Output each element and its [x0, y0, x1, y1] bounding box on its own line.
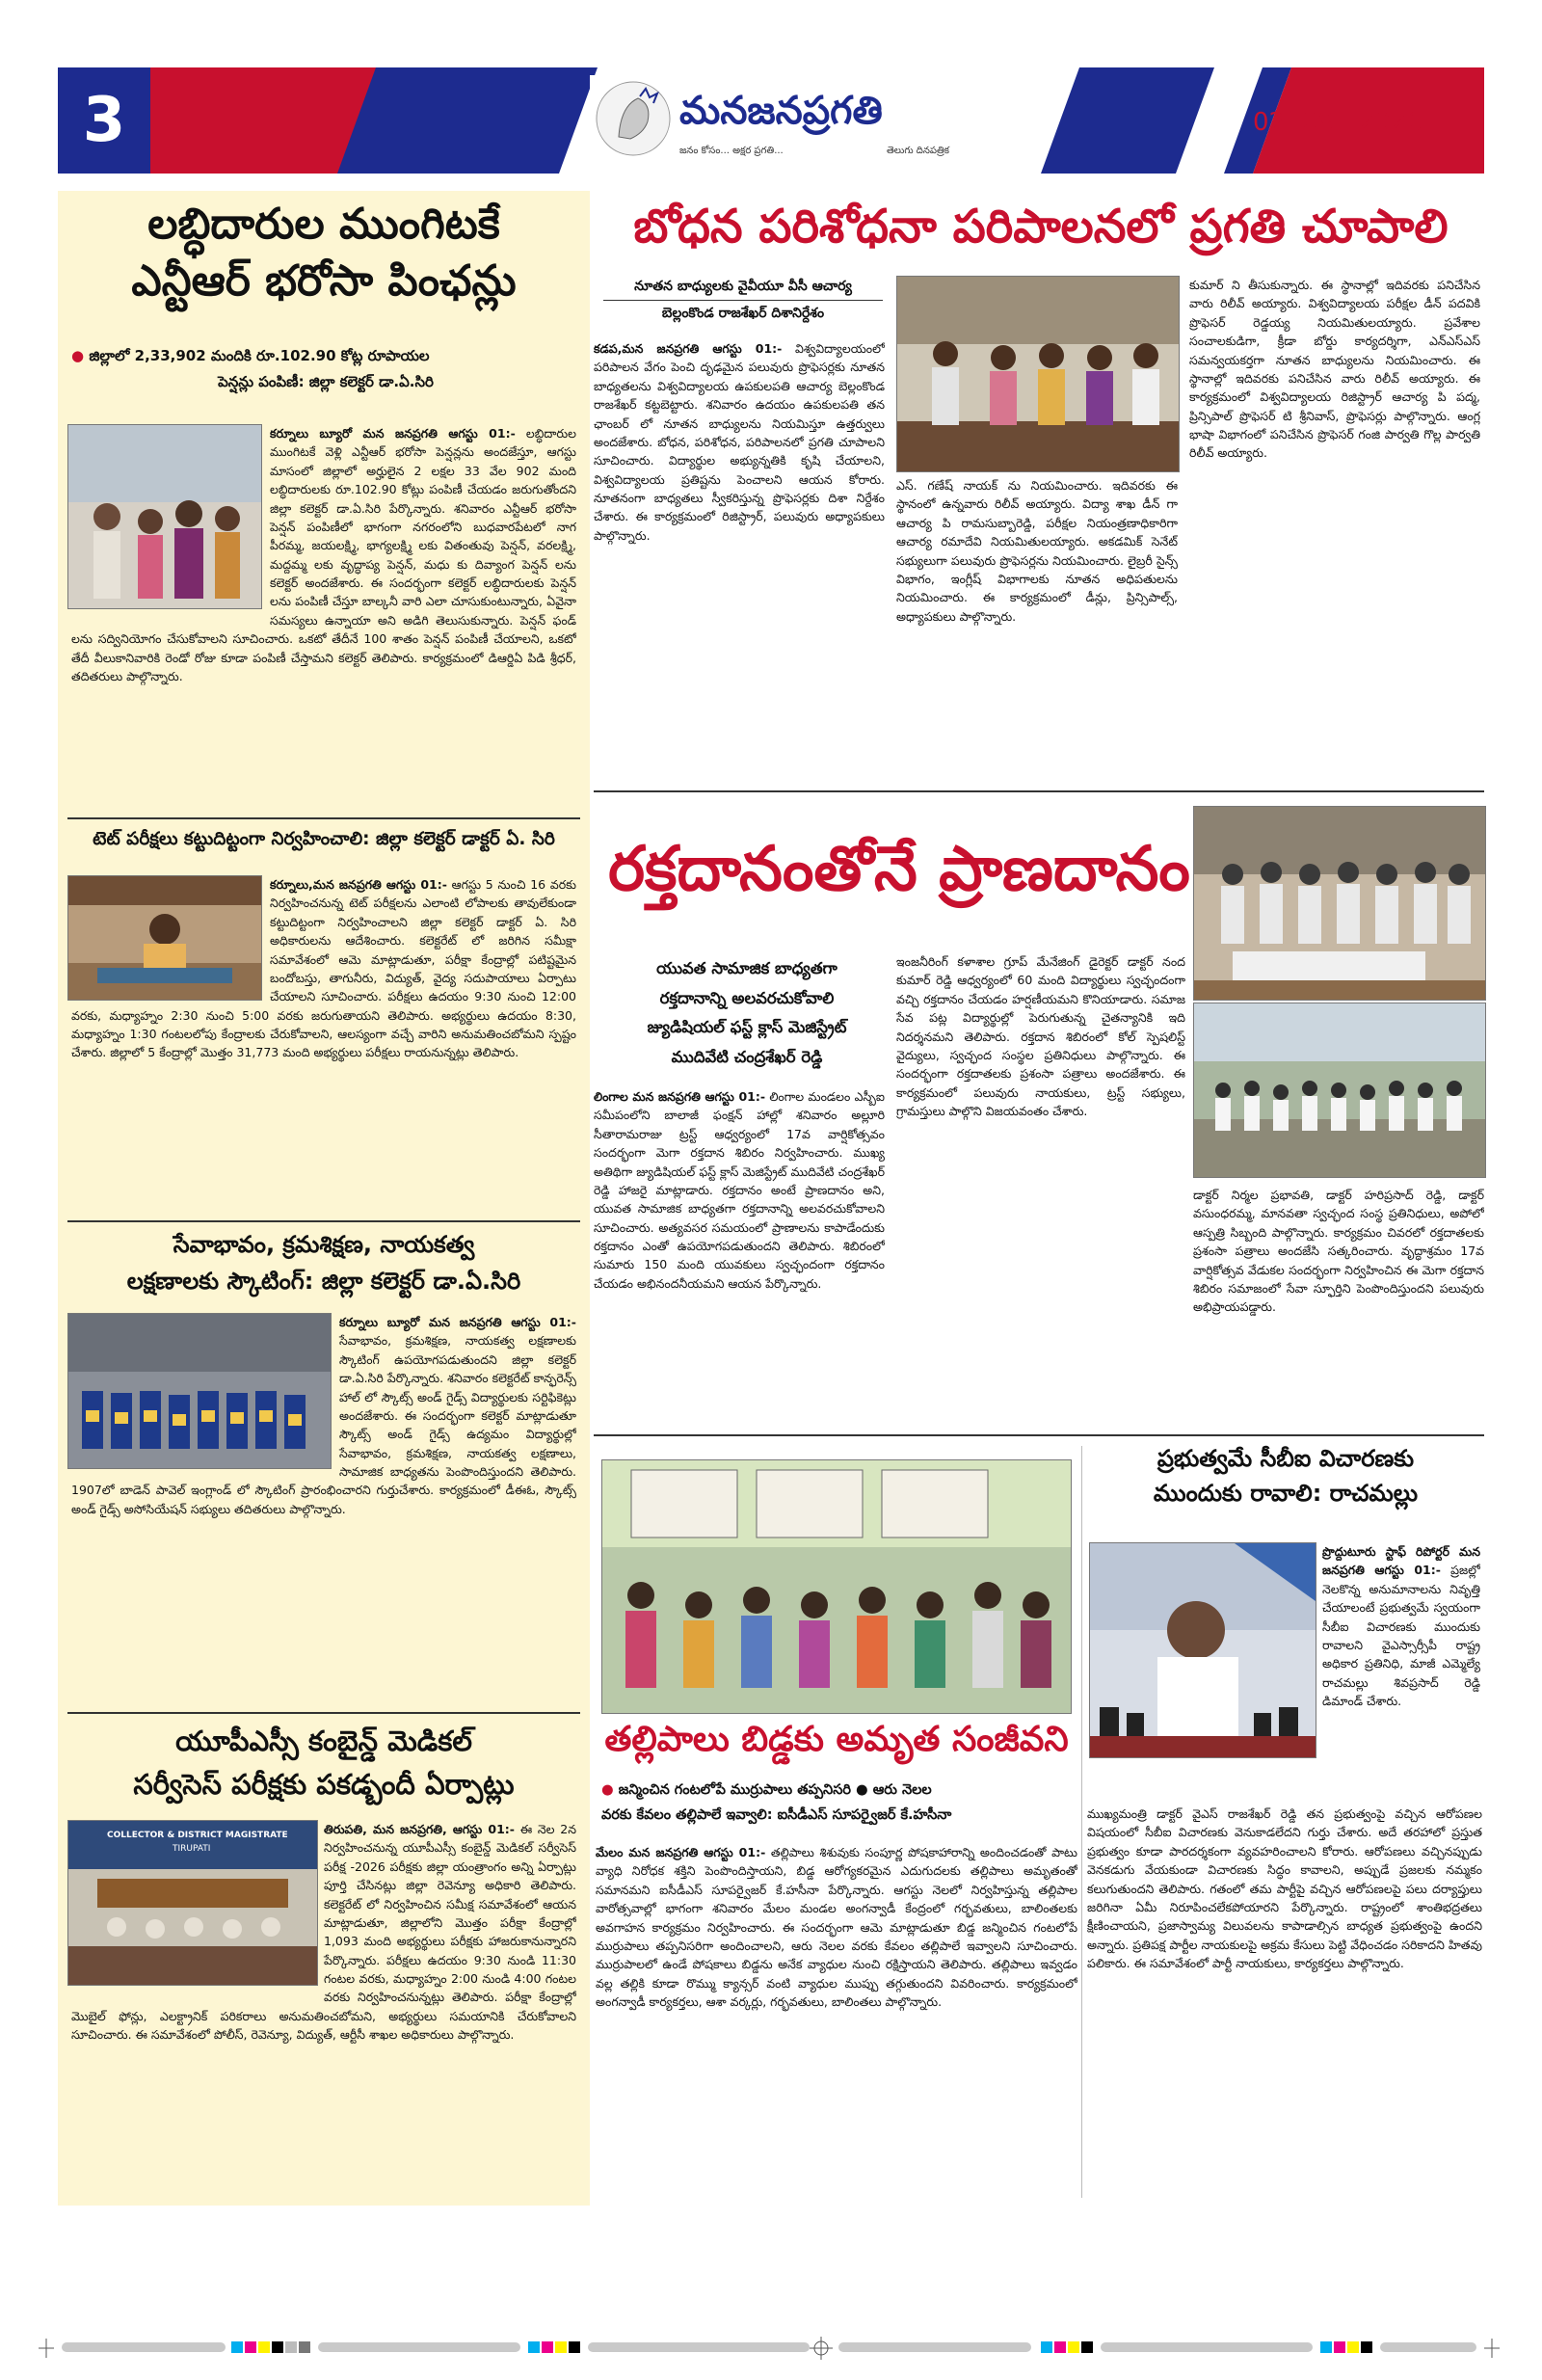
right-article4-dateline: ప్రొద్దుటూరు స్టాఫ్ రిపోర్టర్ మన జనప్రగతి ఆగస్టు 01:-	[1322, 1544, 1480, 1578]
page-number: 3	[58, 67, 150, 174]
press-meet-photo-icon	[1090, 1543, 1316, 1757]
article3-title-line2: లక్షణాలకు స్కౌటింగ్: జిల్లా కలెక్టర్ డా.ఏ.సిరి	[126, 1267, 521, 1295]
article4-title	[67, 1725, 580, 1802]
issue-date: 02- 08 - 2026	[1253, 108, 1422, 137]
right-article4-title-line1: ప్రభుత్వమే సీబీఐ విచారణకు	[1156, 1445, 1415, 1472]
right-article3-body	[596, 1843, 1077, 2198]
right-article2-sub-line1: యువత సామాజిక బాధ్యతగా	[656, 959, 837, 977]
divider	[594, 790, 1484, 792]
blood-donation-photo-icon	[1194, 807, 1485, 1000]
article4-title-line1: యూపీఎస్సీ కంబైన్డ్ మెడికల్	[175, 1725, 472, 1757]
right-article3-dateline: మేలం మన జనప్రగతి ఆగస్టు 01:-	[596, 1845, 766, 1859]
anganwadi-photo-icon	[602, 1460, 1071, 1713]
right-article2-sub-line4: ముదివేటి చంద్రశేఖర్ రెడ్డి	[671, 1047, 823, 1066]
article2-text: ఆగస్టు 5 నుంచి 16 వరకు నిర్వహించనున్న టెట్ పరీక్షలను ఎలాంటి లోపాలకు తావులేకుండా కట్టుదిట్టంగా నిర్వహించాలని జిల్లా కలెక్టర్ డాక్టర్ ఏ. సిరి అధికారులను ఆదేశించారు. కలెక్టరేట్ లో జరిగిన సమీక్షా సమావేశంలో ఆమె మాట్లాడుతూ, పరీక్షా కేంద్రాల్లో పటిష్టమైన బందోబస్తు, తాగునీరు, విద్యుత్, వైద్య సదుపాయాలు ఏర్పాటు చేయాలని సూచించారు. పరీక్షలు ఉదయం 9:30 నుంచి 12:00 వరకు, మధ్యాహ్నం 2:30 నుంచి 5:00 వరకు జరుగుతాయని తెలిపారు. అభ్యర్థులు ఉదయం 8:30, మధ్యాహ్నం 1:30 గంటలలోపు కేంద్రాలకు చేరుకోవాలని, ఆలస్యంగా వచ్చే వారిని అనుమతించబోమని స్పష్టం చేశారు. జిల్లాలో 5 కేంద్రాల్లో మొత్తం 31,773 మంది అభ్యర్థులు పరీక్షలు రాయనున్నట్లు తెలిపారు.	[71, 877, 576, 1060]
right-article1-col2	[896, 476, 1178, 783]
right-article2-sub-line2: రక్తదానాన్ని అలవరచుకోవాలి	[659, 988, 835, 1007]
divider	[67, 1712, 580, 1714]
article2-dateline: కర్నూలు,మన జనప్రగతి ఆగస్టు 01:-	[270, 877, 447, 892]
right-article2-col3	[1193, 1186, 1484, 1427]
right-article3-title: తల్లిపాలు బిడ్డకు అమృత సంజీవని	[604, 1720, 1069, 1759]
right-article1-title: బోధన పరిశోధనా పరిపాలనలో ప్రగతి చూపాలి	[633, 200, 1449, 254]
article4-body	[71, 1820, 576, 2198]
right-article4-col-top	[1322, 1542, 1480, 1801]
right-article4-text2: ముఖ్యమంత్రి డాక్టర్ వైఎస్ రాజశేఖర్ రెడ్డి తన ప్రభుత్వంపై వచ్చిన ఆరోపణల విషయంలో సీబీఐ విచారణకు వెనుకాడలేదని గుర్తు చేశారు. అదే తరహాలో ప్రస్తుత ప్రభుత్వం కూడా పారదర్శకంగా వ్యవహరించాలని కోరారు. ఆరోపణలు వచ్చినప్పుడు వెనకడుగు వేయకుండా విచారణకు సిద్ధం కావాలని, అప్పుడే ప్రజలకు నమ్మకం కలుగుతుందని తెలిపారు. గతంలో తమ పార్టీపై వచ్చిన ఆరోపణలపై పలు దర్యాప్తులు జరిగినా ఏమీ నిరూపించలేకపోయారని పేర్కొన్నారు. రాష్ట్రంలో శాంతిభద్రతలు క్షీణించాయని, ప్రజాస్వామ్య విలువలను కాపాడాల్సిన బాధ్యత ప్రభుత్వంపై ఉందని అన్నారు. ప్రతిపక్ష పార్టీల నాయకులపై అక్రమ కేసులు పెట్టి వేధించడం సరికాదని హితవు పలికారు. ఈ సమావేశంలో పార్టీ నాయకులు, కార్యకర్తలు పాల్గొన్నారు.	[1087, 1806, 1482, 1970]
divider	[67, 1220, 580, 1222]
right-article2-text2: ఇంజనీరింగ్ కళాశాల గ్రూప్ మేనేజింగ్ డైరెక్టర్ డాక్టర్ నంద కుమార్ రెడ్డి ఆధ్వర్యంలో 60 మంది విద్యార్థులు స్వచ్ఛందంగా వచ్చి రక్తదానం చేయడం హర్షణీయమని కొనియాడారు. సమాజ సేవ పట్ల విద్యార్థుల్లో పెరుగుతున్న చైతన్యానికి ఇది నిదర్శనమని తెలిపారు. రక్తదాన శిబిరంలో కోల్ స్పెషలిస్ట్ వైద్యులు, స్వచ్ఛంద సంస్థల ప్రతినిధులు పాల్గొన్నారు. ఈ సందర్భంగా రక్తదాతలకు ప్రశంసా పత్రాలు అందజేశారు. ఈ కార్యక్రమంలో పలువురు నాయకులు, ట్రస్ట్ సభ్యులు, గ్రామస్తులు పాల్గొని విజయవంతం చేశారు.	[896, 954, 1185, 1118]
right-article1-dateline: కడప,మన జనప్రగతి ఆగస్టు 01:-	[594, 341, 783, 356]
right-article1-text2: ఎస్. గణేష్ నాయక్ ను నియమించారు. ఇదివరకు ఈ స్థానంలో ఉన్నవారు రిలీవ్ అయ్యారు. విద్యా శాఖ డీన్ గా ఆచార్య పి రామసుబ్బారెడ్డి, పరీక్షల నియంత్రణాధికారిగా ఆచార్య రమాదేవి నియమితులయ్యారు. అకడమిక్ సెనేట్ సభ్యులుగా పలువురు ప్రొఫెసర్లను నియమించారు. లైబ్రరీ సైన్స్ విభాగం, ఇంగ్లీష్ విభాగాలకు నూతన అధిపతులను నియమించారు. ఈ కార్యక్రమంలో డీన్లు, ప్రిన్సిపాల్స్, అధ్యాపకులు పాల్గొన్నారు.	[896, 478, 1178, 624]
article1-dateline: కర్నూలు బ్యూరో మన జనప్రగతి ఆగస్టు 01:-	[270, 426, 516, 441]
right-article1-sub-line2: బెల్లంకొండ రాజశేఖర్ దిశానిర్దేశం	[603, 300, 883, 327]
right-article2-dateline: లింగాల మన జనప్రగతి ఆగస్టు 01:-	[594, 1089, 766, 1104]
right-article4-body	[1087, 1805, 1482, 2198]
right-article1-sub-line1: నూతన బాధ్యులకు వైవీయూ వీసీ ఆచార్య	[634, 279, 852, 294]
article3-body	[71, 1313, 576, 1706]
right-article2-photo1	[1193, 806, 1486, 1001]
registration-marks-icon	[39, 2337, 1503, 2360]
bullet-icon: ●	[71, 347, 85, 364]
right-article1-photo	[896, 276, 1180, 472]
right-article2-sub-line3: జ్యుడిషియల్ ఫస్ట్ క్లాస్ మెజిస్ట్రేట్	[647, 1018, 847, 1037]
article1-sub-line1: జిల్లాలో 2,33,902 మందికి రూ.102.90 కోట్ల రూపాయల	[89, 347, 430, 364]
right-article3-sub-line1: జన్మించిన గంటలోపే ముర్రుపాలు తప్పనిసరి ● ఆరు నెలల	[618, 1782, 932, 1798]
article1-title-line1: లబ్ధిదారుల ముంగిటకే	[147, 200, 500, 249]
right-article4-title	[1087, 1446, 1484, 1507]
article4-dateline: తిరుపతి, మన జనప్రగతి, ఆగస్టు 01:-	[324, 1822, 515, 1836]
right-article2-subtitle	[607, 954, 887, 1072]
article3-text: సేవాభావం, క్రమశిక్షణ, నాయకత్వ లక్షణాలకు స్కౌటింగ్ ఉపయోగపడుతుందని జిల్లా కలెక్టర్ డా.ఏ.సిరి పేర్కొన్నారు. శనివారం కలెక్టరేట్ కాన్ఫరెన్స్ హాల్ లో స్కౌట్స్ అండ్ గైడ్స్ విద్యార్థులకు సర్టిఫికెట్లు అందజేశారు. ఈ సందర్భంగా కలెక్టర్ మాట్లాడుతూ స్కౌట్స్ అండ్ గైడ్స్ ఉద్యమం విద్యార్థుల్లో సేవాభావం, క్రమశిక్షణ, నాయకత్వ లక్షణాలు, సామాజిక బాధ్యతను పెంపొందిస్తుందని తెలిపారు. 1907లో బాడెన్ పావెల్ ఇంగ్లాండ్ లో స్కౌటింగ్ ప్రారంభించారని గుర్తుచేశారు. కార్యక్రమంలో డీఈఓ, స్కౌట్స్ అండ్ గైడ్స్ అసోసియేషన్ సభ్యులు తదితరులు పాల్గొన్నారు.	[71, 1333, 576, 1516]
divider	[67, 817, 580, 819]
masthead-title: మనజనప్రగతి	[679, 89, 883, 133]
article1-body	[71, 424, 576, 810]
right-article1-col3	[1189, 276, 1480, 783]
article1-sub-line2: పెన్షన్లు పంపిణీ: జిల్లా కలెక్టర్ డా.ఏ.సిరి	[218, 373, 434, 390]
right-article2-photo2	[1193, 1003, 1486, 1178]
article3-title-line1: సేవాభావం, క్రమశిక్షణ, నాయకత్వ	[173, 1231, 475, 1258]
right-article2-col2	[896, 952, 1185, 1427]
article2-body	[71, 875, 576, 1215]
article1-text: లబ్ధిదారుల ముంగిటకే వెళ్లి ఎన్టీఆర్ భరోసా పెన్షన్లను అందజేస్తూ, ఆగస్టు మాసంలో జిల్లాలో అర్హులైన 2 లక్షల 33 వేల 902 మంది లబ్ధిదారులకు రూ.102.90 కోట్లు పంపిణీ చేయడం జరుగుతోందని జిల్లా కలెక్టర్ డా.ఏ.సిరి పేర్కొన్నారు. శనివారం ఎన్టీఆర్ భరోసా పెన్షన్ పంపిణీలో భాగంగా నగరంలోని బుధవారపేటలో నాగ పీరమ్మ, జయలక్ష్మి, భాగ్యలక్ష్మి లకు వితంతువు పెన్షన్, వరలక్ష్మి, మద్దమ్మ లకు వృద్ధాప్య పెన్షన్, మధు కు దివ్యాంగ పెన్షన్ లను కలెక్టర్ అందజేశారు. ఈ సందర్భంగా కలెక్టర్ లబ్ధిదారులకు పెన్షన్ లను పంపిణీ చేస్తూ బాల్కనీ వారి ఎలా చూసుకుంటున్నారు, ఏవైనా సమస్యలు ఉన్నాయా అని అడిగి తెలుసుకున్నారు. పెన్షన్ ఫండ్ లను సద్వినియోగం చేసుకోవాలని సూచించారు. ఒకటో తేదీనే 100 శాతం పెన్షన్ పంపిణీ చేయాలని, ఒకటో తేదీ వీలుకానివారికి రెండో రోజు కూడా పంపిణీ చేస్తామని కలెక్టర్ తెలిపారు. కార్యక్రమంలో డిఆర్డిఏ పిడి శ్రీధర్, తదితరులు పాల్గొన్నారు.	[71, 426, 576, 683]
article2-title: టెట్ పరీక్షలు కట్టుదిట్టంగా నిర్వహించాలి: జిల్లా కలెక్టర్ డాక్టర్ ఏ. సిరి	[93, 829, 555, 849]
article1-title	[67, 201, 580, 306]
bullet-icon: ●	[601, 1782, 614, 1798]
article4-title-line2: సర్వీసెస్ పరీక్షకు పకడ్బందీ ఏర్పాట్లు	[133, 1768, 515, 1802]
print-registration-bar	[39, 2337, 1503, 2360]
masthead-tagline: జనం కోసం... అక్షర ప్రగతి...	[679, 146, 784, 156]
right-article3-text: తల్లిపాలు శిశువుకు సంపూర్ణ పోషకాహారాన్ని అందించడంతో పాటు వ్యాధి నిరోధక శక్తిని పెంపొందిస్తాయని, బిడ్డ ఆరోగ్యకరమైన ఎదుగుదలకు తల్లిపాలు అమృతంతో సమానమని ఐసీడీఎస్ సూపర్వైజర్ కే.హసీనా పేర్కొన్నారు. ఆగస్టు నెలలో నిర్వహిస్తున్న తల్లిపాల వారోత్సవాల్లో భాగంగా శనివారం మేలం మండల అంగన్వాడీ కేంద్రంలో గర్భవతులు, బాలింతలకు అవగాహన కార్యక్రమం నిర్వహించారు. ఈ సందర్భంగా ఆమె మాట్లాడుతూ బిడ్డ జన్మించిన గంటలోపే ముర్రుపాలు తప్పనిసరిగా అందించాలని, ఆరు నెలల వరకు కేవలం తల్లిపాలే ఇవ్వాలని సూచించారు. ముర్రుపాలలో ఉండే పోషకాలు బిడ్డను అనేక వ్యాధుల నుంచి రక్షిస్తాయని తెలిపారు. తల్లిపాలు ఇవ్వడం వల్ల తల్లికి కూడా రొమ్ము క్యాన్సర్ వంటి వ్యాధుల ముప్పు తగ్గుతుందని వివరించారు. కార్యక్రమంలో అంగన్వాడీ కార్యకర్తలు, ఆశా వర్కర్లు, గర్భవతులు, బాలింతలు పాల్గొన్నారు.	[596, 1845, 1077, 2009]
right-article3-sub-line2: వరకు కేవలం తల్లిపాలే ఇవ్వాలి: ఐసీడీఎస్ సూపర్వైజర్ కే.హసీనా	[601, 1807, 952, 1824]
masthead-tagline-right: తెలుగు దినపత్రిక	[887, 146, 950, 156]
right-article1-subtitle	[603, 274, 883, 326]
divider	[1081, 1446, 1082, 2198]
article1-subtitle	[71, 343, 580, 395]
divider	[594, 1434, 1484, 1436]
right-article3-photo	[601, 1459, 1072, 1714]
right-article4-text1: ప్రజల్లో నెలకొన్న అనుమానాలను నివృత్తి చేయాలంటే ప్రభుత్వమే స్వయంగా సీబీఐ విచారణకు ముందుకు రావాలని వైఎస్సార్సీపీ రాష్ట్ర అధికార ప్రతినిధి, మాజీ ఎమ్మెల్యే రాచమల్లు శివప్రసాద్ రెడ్డి డిమాండ్ చేశారు.	[1322, 1563, 1480, 1708]
right-article4-photo	[1089, 1542, 1316, 1758]
vc-office-photo-icon	[897, 277, 1179, 471]
right-article1-text3: కుమార్ ని తీసుకున్నారు. ఈ స్థానాల్లో ఇదివరకు పనిచేసిన వారు రిలీవ్ అయ్యారు. విశ్వవిద్యాలయ పరీక్షల డీన్ పదవికి ప్రొఫెసర్ రెడ్డయ్య నియమితులయ్యారు. ప్రవేశాల సంచాలకుడిగా, క్రీడా బోర్డు కార్యదర్శిగా, ఎన్ఎస్ఎస్ సమన్వయకర్తగా నూతన బాధ్యులను నియమించారు. ఈ స్థానాల్లో ఇదివరకు పనిచేసిన వారు రిలీవ్ అయ్యారు. ఈ కార్యక్రమంలో విశ్వవిద్యాలయ రిజిస్ట్రార్ ఆచార్య పి పద్మ, ప్రిన్సిపాల్ ప్రొఫెసర్ టి శ్రీనివాస్, ప్రొఫెసర్లు పాల్గొన్నారు. ఆంగ్ల భాషా విభాగంలో పనిచేసిన ప్రొఫెసర్ గంజి పార్వతి గొల్ల పార్వతి రిలీవ్ అయ్యారు.	[1189, 278, 1480, 461]
article3-title	[67, 1232, 580, 1295]
article3-dateline: కర్నూలు బ్యూరో మన జనప్రగతి ఆగస్టు 01:-	[339, 1315, 576, 1329]
right-article1-text1: విశ్వవిద్యాలయంలో పరిపాలన వేగం పెంచి దృఢమైన పలువురు ప్రొఫెసర్లకు నూతన బాధ్యతలను విశ్వవిద్యాలయ ఉపకులపతి ఆచార్య బెల్లంకొండ రాజశేఖర్ కట్టబెట్టారు. శనివారం ఉదయం ఉపకులపతి తన ఛాంబర్ లో నూతన బాధ్యులను నియమిస్తూ ఉత్తర్వులు అందజేశారు. బోధన, పరిశోధన, పరిపాలనలో ప్రగతి చూపాలని సూచించారు. విద్యార్థుల అభ్యున్నతికి కృషి చేయాలని, విశ్వవిద్యాలయ ప్రతిష్టను పెంచాలని ఆయన కోరారు. నూతనంగా బాధ్యతలు స్వీకరిస్తున్న ప్రొఫెసర్లకు దిశా నిర్దేశం చేశారు. ఈ కార్యక్రమంలో రిజిస్ట్రార్, పలువురు అధ్యాపకులు పాల్గొన్నారు.	[594, 341, 885, 543]
right-article4-title-line2: ముందుకు రావాలి: రాచమల్లు	[1153, 1479, 1419, 1507]
article1-title-line2: ఎన్టీఆర్ భరోసా పింఛన్లు	[131, 255, 517, 306]
right-article2-text1: లింగాల మండలం ఎస్బీఐ సమీపంలోని బాలాజీ ఫంక్షన్ హాల్లో శనివారం అల్లూరి సీతారామరాజు ట్రస్ట్ ఆధ్వర్యంలో 17వ వార్షికోత్సవం సందర్భంగా మెగా రక్తదాన శిబిరం నిర్వహించారు. ముఖ్య అతిథిగా జ్యుడిషియల్ ఫస్ట్ క్లాస్ మెజిస్ట్రేట్ ముదివేటి చంద్రశేఖర్ రెడ్డి హాజరై మాట్లాడారు. రక్తదానం అంటే ప్రాణదానం అని, యువత సామాజిక బాధ్యతగా రక్తదానాన్ని అలవరచుకోవాలని సూచించారు. అత్యవసర సమయంలో ప్రాణాలను కాపాడేందుకు రక్తదానం ఎంతో ఉపయోగపడుతుందని తెలిపారు. శిబిరంలో సుమారు 150 మంది యువకులు స్వచ్ఛందంగా రక్తదానం చేయడం అభినందనీయమని ఆయన పేర్కొన్నారు.	[594, 1089, 885, 1291]
right-article2-col1	[594, 1087, 885, 1427]
right-article2-text3: డాక్టర్ నిర్మల ప్రభావతి, డాక్టర్ హరిప్రసాద్ రెడ్డి, డాక్టర్ వసుంధరమ్మ, మానవతా స్వచ్ఛంద సంస్థ ప్రతినిధులు, అపోలో ఆస్పత్రి సిబ్బంది పాల్గొన్నారు. కార్యక్రమం చివరలో రక్తదాతలకు ప్రశంసా పత్రాలు అందజేసి సత్కరించారు. వృద్ధాశ్రమం 17వ వార్షికోత్సవ వేడుకల సందర్భంగా నిర్వహించిన ఈ మెగా రక్తదాన శిబిరం సమాజంలో సేవా స్ఫూర్తిని పెంపొందిస్తుందని పలువురు అభిప్రాయపడ్డారు.	[1193, 1188, 1484, 1315]
photo-banner: COLLECTOR & DISTRICT MAGISTRATE	[107, 1831, 288, 1840]
right-article1-col1	[594, 339, 885, 783]
students-photo-icon	[1194, 1003, 1485, 1177]
right-article3-subtitle	[601, 1778, 1083, 1828]
photo-banner-2: TIRUPATI	[173, 1844, 211, 1854]
masthead-emblem	[592, 77, 675, 160]
right-article2-title: రక్తదానంతోనే ప్రాణదానం	[608, 834, 1190, 905]
article4-text: ఈ నెల 2న నిర్వహించనున్న యూపీఎస్సీ కంబైన్డ్ మెడికల్ సర్వీసెస్ పరీక్ష -2026 పరీక్షకు జిల్లా యంత్రాంగం అన్ని ఏర్పాట్లు పూర్తి చేసినట్లు జిల్లా రెవెన్యూ అధికారి తెలిపారు. కలెక్టరేట్ లో నిర్వహించిన సమీక్ష సమావేశంలో ఆయన మాట్లాడుతూ, జిల్లాలోని మొత్తం పరీక్షా కేంద్రాల్లో 1,093 మంది అభ్యర్థులు పరీక్షకు హాజరుకానున్నారని పేర్కొన్నారు. పరీక్షలు ఉదయం 9:30 నుండి 11:30 గంటల వరకు, మధ్యాహ్నం 2:00 నుండి 4:00 గంటల వరకు నిర్వహించనున్నట్లు తెలిపారు. పరీక్షా కేంద్రాల్లో మొబైల్ ఫోన్లు, ఎలక్ట్రానిక్ పరికరాలు అనుమతించబోమని, అభ్యర్థులు సమయానికి చేరుకోవాలని సూచించారు. ఈ సమావేశంలో పోలీస్, రెవెన్యూ, విద్యుత్, ఆర్టీసీ శాఖల అధికారులు పాల్గొన్నారు.	[71, 1822, 576, 2043]
